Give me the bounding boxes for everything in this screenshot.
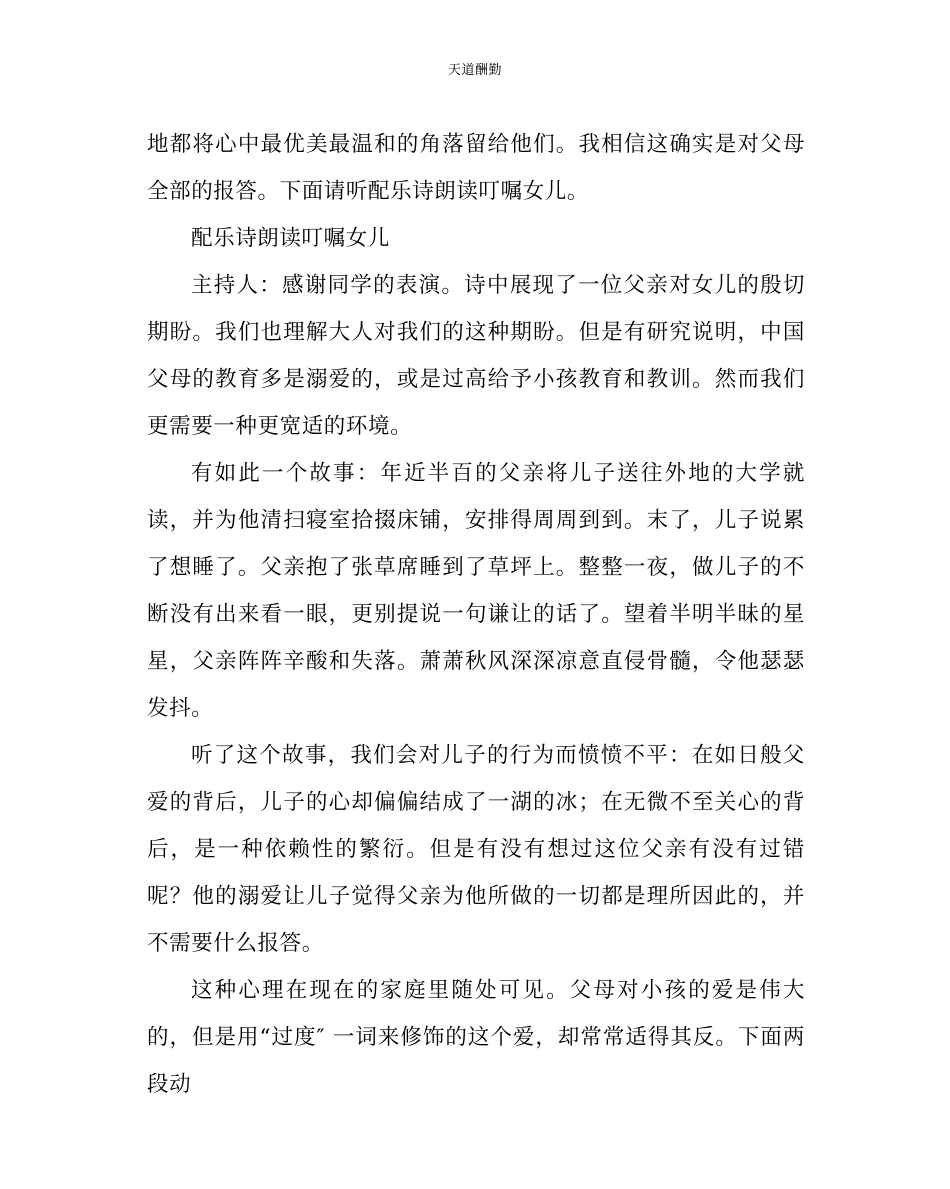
- paragraph-2-poem-title: 配乐诗朗读叮嘱女儿: [191, 226, 390, 251]
- document-body: [147, 121, 805, 1108]
- paragraph-4-story: 有如此一个故事：年近半百的父亲将儿子送往外地的大学就读，并为他清扫寝室拾掇床铺，安排得周周到到。末了，儿子说累了想睡了。父亲抱了张草席睡到了草坪上。整整一夜，做儿子的不断没有出来看一眼，更别提说一句谦让的话了。望着半明半昧的星星，父亲阵阵辛酸和失落。萧萧秋风深深凉意直侵骨髓，令他瑟瑟发抖。: [147, 461, 805, 721]
- paragraph-1: 地都将心中最优美最温和的角落留给他们。我相信这确实是对父母全部的报答。下面请听配乐诗朗读叮嘱女儿。: [147, 132, 805, 204]
- paragraph-3-host-speech: 主持人：感谢同学的表演。诗中展现了一位父亲对女儿的殷切期盼。我们也理解大人对我们的这种期盼。但是有研究说明，中国父母的教育多是溺爱的，或是过高给予小孩教育和教训。然而我们更需要一种更宽适的环境。: [147, 273, 805, 439]
- paragraph-6-conclusion: 这种心理在现在的家庭里随处可见。父母对小孩的爱是伟大的，但是用“过度″ 一词来修饰的这个爱，却常常适得其反。下面两段动: [147, 978, 805, 1097]
- paragraph-5-reflection: 听了这个故事，我们会对儿子的行为而愤愤不平：在如日般父爱的背后，儿子的心却偏偏结成了一湖的冰；在无微不至关心的背后，是一种依赖性的繁衍。但是有没有想过这位父亲有没有过错呢？他的溺爱让儿子觉得父亲为他所做的一切都是理所因此的，并不需要什么报答。: [147, 743, 805, 956]
- page-header: 天道酬勤: [447, 63, 502, 78]
